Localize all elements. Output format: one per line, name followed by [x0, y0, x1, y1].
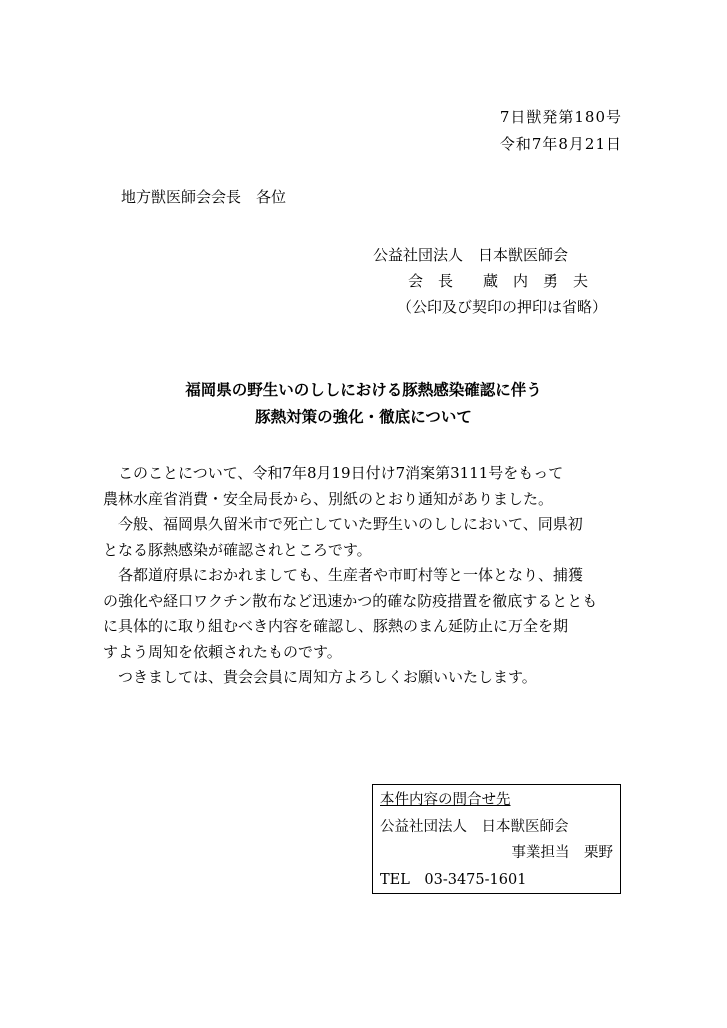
contact-phone: TEL 03-3475-1601: [380, 872, 527, 888]
body-paragraph: つきましては、貴会会員に周知方よろしくお願いいたします。: [118, 668, 537, 686]
document-title-line-1: 福岡県の野生いのししにおける豚熱感染確認に伴う: [185, 381, 542, 399]
document-title-line-2: 豚熱対策の強化・徹底について: [255, 408, 472, 426]
contact-box: [372, 784, 621, 894]
document-number: 7日獣発第180号: [499, 108, 622, 126]
document-date: 令和7年8月21日: [499, 135, 622, 153]
contact-staff: 事業担当 栗野: [511, 845, 613, 861]
contact-organization: 公益社団法人 日本獣医師会: [380, 819, 569, 835]
sender-president: 会 長 蔵 内 勇 夫: [408, 272, 589, 290]
body-paragraph: 各都道府県におかれましても、生産者や市町村等と一体となり、捕獲 の強化や経口ワクチン散布など迅速かつ的確な防疫措置を徹底するととも に具体的に取り組むべき内容を確認し、豚熱のまん延防止に万全を期 すよう周知を依頼されたものです。: [103, 566, 598, 661]
addressee: 地方獣医師会会長 各位: [121, 188, 287, 206]
seal-omission-note: （公印及び契印の押印は省略）: [397, 298, 608, 316]
body-paragraph: 今般、福岡県久留米市で死亡していた野生いのししにおいて、同県初 となる豚熱感染が確認されところです。: [103, 515, 583, 559]
body-text: [103, 461, 633, 691]
contact-heading: 本件内容の問合せ先: [380, 792, 511, 808]
sender-organization: 公益社団法人 日本獣医師会: [373, 246, 569, 264]
body-paragraph: このことについて、令和7年8月19日付け7消案第3111号をもって 農林水産省消費・安全局長から、別紙のとおり通知がありました。: [103, 464, 564, 508]
